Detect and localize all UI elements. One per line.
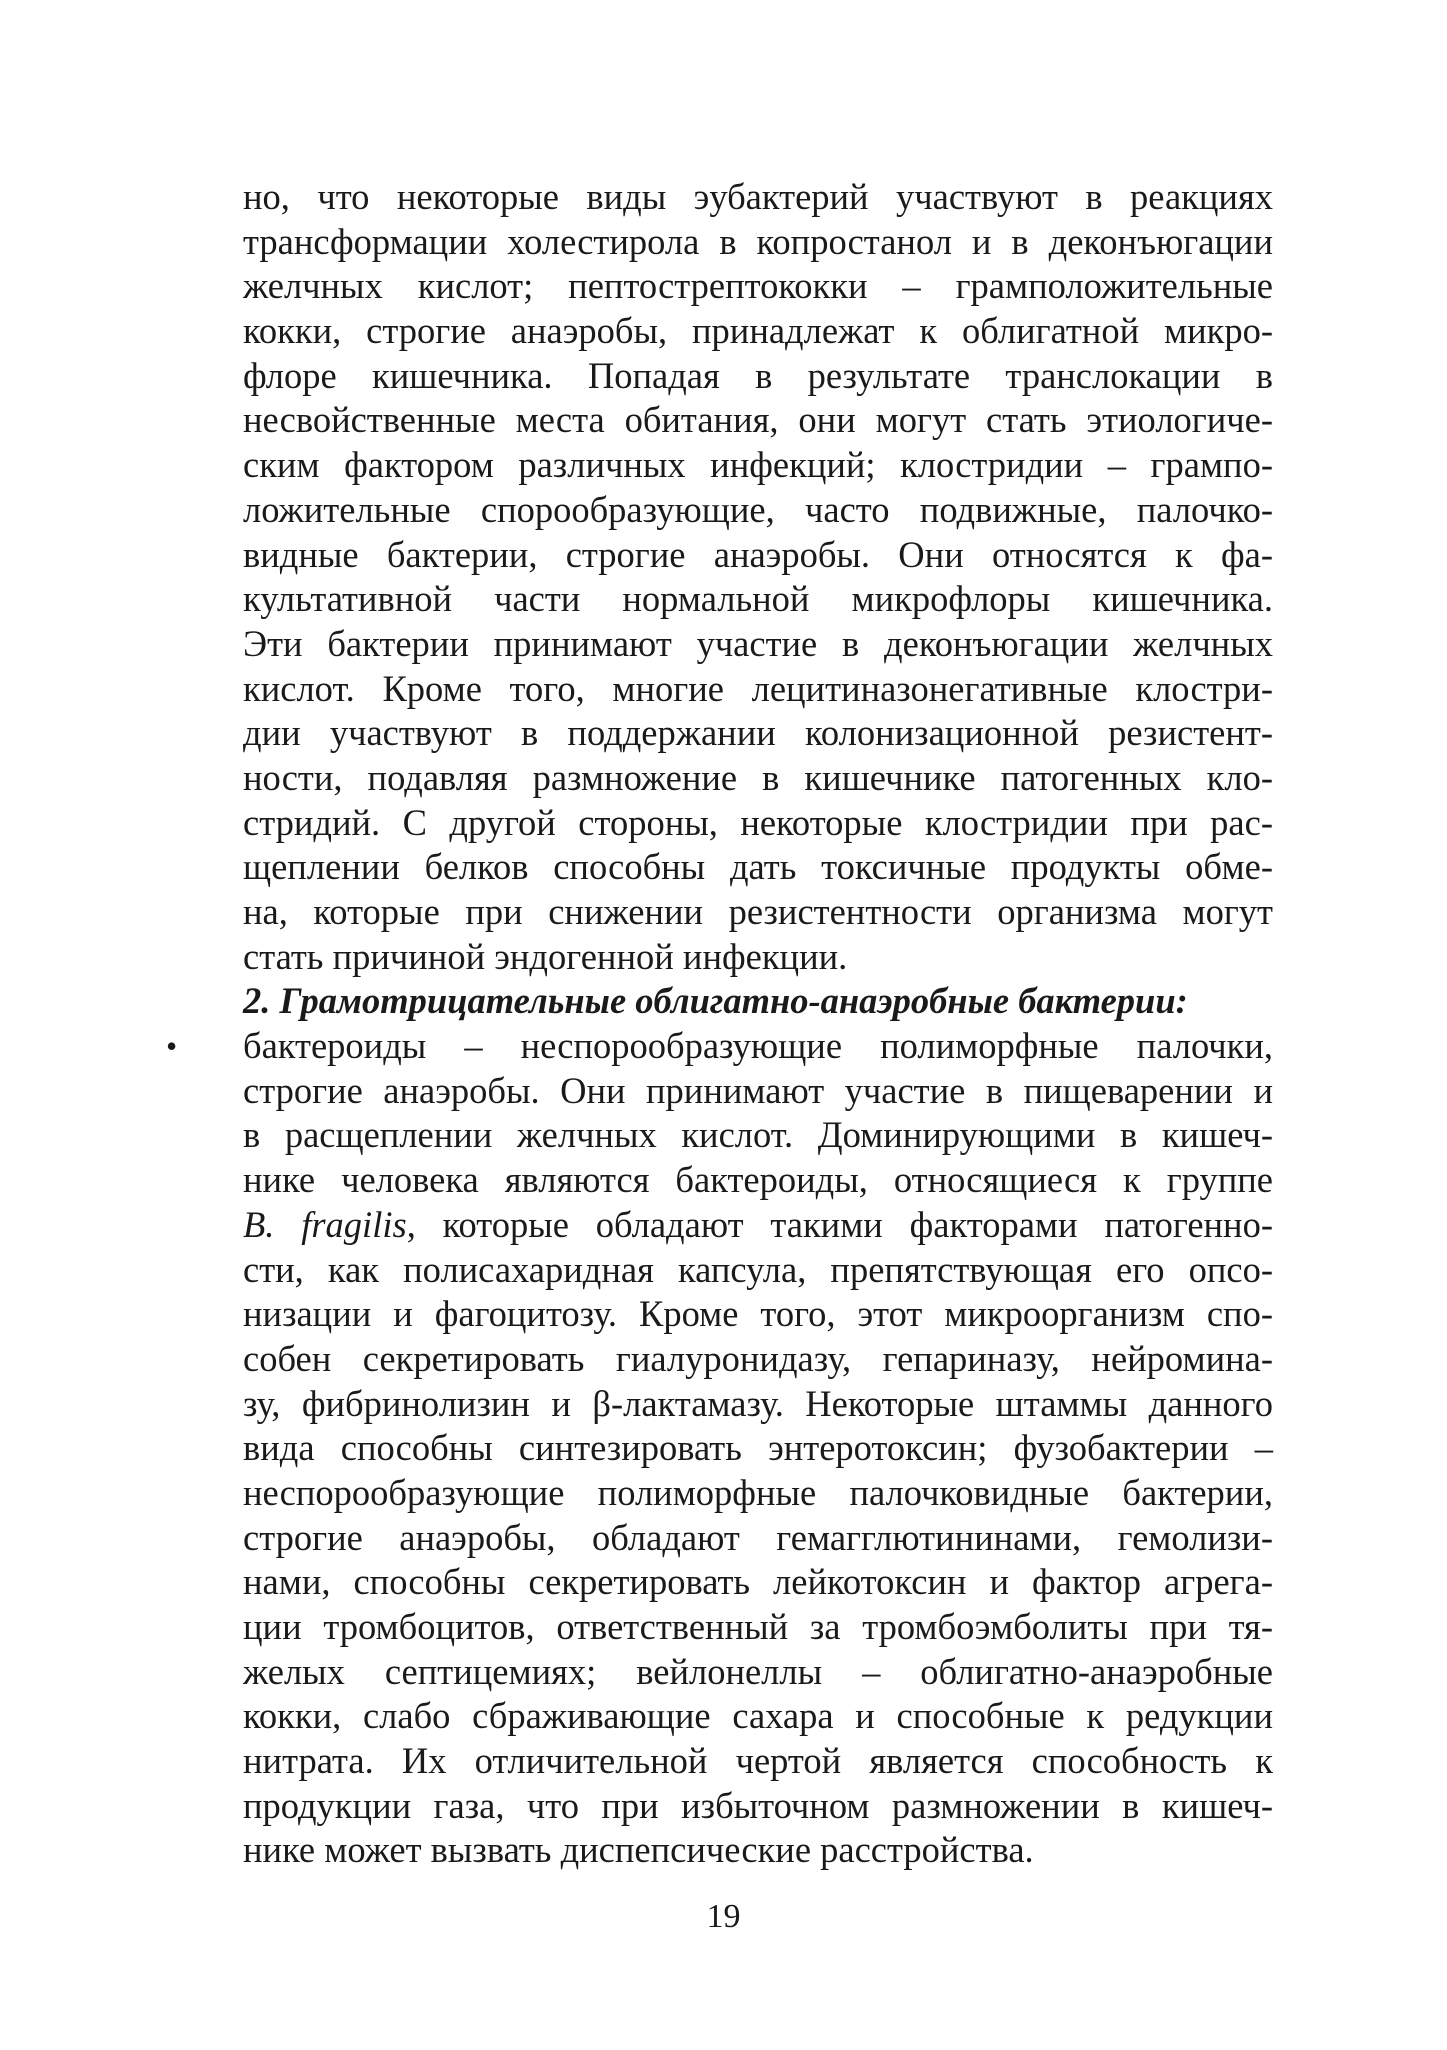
text-line: неспорообразующие полиморфные палочковидные бактерии,	[243, 1471, 1273, 1513]
text-line: нике человека являются бактероиды, относящиеся к группе	[243, 1159, 1273, 1201]
text-line: собен секретировать гиалуронидазу, гепариназу, нейромина-	[243, 1337, 1273, 1379]
text-line: кокки, слабо сбраживающие сахара и способные к редукции	[243, 1695, 1273, 1737]
body-text	[166, 175, 1273, 1873]
species-name: B. fragilis	[243, 1203, 407, 1245]
text-line: желчных кислот; пептострептококки – грамположительные	[243, 265, 1273, 307]
text-line: несвойственные места обитания, они могут стать этиологиче-	[243, 399, 1273, 441]
text-line: трансформации холестирола в копростанол и в деконъюгации	[243, 220, 1273, 262]
text-line: кислот. Кроме того, многие лецитиназонегативные клостри-	[243, 667, 1273, 709]
text-line: ции тромбоцитов, ответственный за тромбоэмболиты при тя-	[243, 1606, 1273, 1647]
text-line: нитрата. Их отличительной чертой является способность к	[243, 1740, 1273, 1782]
text-line: строгие анаэробы. Они принимают участие в пищеварении и	[243, 1069, 1273, 1111]
text-line: Эти бактерии принимают участие в деконъюгации желчных	[243, 622, 1273, 664]
text-line: щеплении белков способны дать токсичные продукты обме-	[243, 846, 1273, 888]
text-line: ложительные спорообразующие, часто подвижные, палочко-	[243, 488, 1273, 530]
text-line: нами, способны секретировать лейкотоксин и фактор агрега-	[243, 1561, 1273, 1603]
bullet-icon: •	[166, 1028, 178, 1065]
text-line: низации и фагоцитозу. Кроме того, этот микроорганизм спо-	[243, 1293, 1273, 1335]
text-line: продукции газа, что при избыточном размножении в кишеч-	[243, 1784, 1273, 1826]
text-line: желых септицемиях; вейлонеллы – облигатно-анаэробные	[243, 1650, 1273, 1692]
text-line: кокки, строгие анаэробы, принадлежат к облигатной микро-	[243, 310, 1273, 352]
text-line: вида способны синтезировать энтеротоксин; фузобактерии –	[243, 1427, 1273, 1469]
text-line: строгие анаэробы, обладают гемагглютининами, гемолизи-	[243, 1516, 1273, 1558]
text-line: в расщеплении желчных кислот. Доминирующими в кишеч-	[243, 1114, 1273, 1156]
text-line: нике может вызвать диспепсические расстройства.	[243, 1829, 1034, 1871]
text-line: зу, фибринолизин и β-лактамазу. Некоторые штаммы данного	[243, 1382, 1273, 1424]
text-line: сти, как полисахаридная капсула, препятствующая его опсо-	[243, 1248, 1273, 1290]
page-number: 19	[706, 1898, 741, 1935]
section-heading: 2. Грамотрицательные облигатно-анаэробные бактерии:	[243, 980, 1188, 1022]
text-segment: , которые обладают такими факторами патогенно-	[406, 1203, 1273, 1245]
text-line: стридий. С другой стороны, некоторые клостридии при рас-	[243, 801, 1273, 843]
text-line: флоре кишечника. Попадая в результате транслокации в	[243, 354, 1273, 396]
text-line: стать причиной эндогенной инфекции.	[243, 935, 848, 977]
text-line: дии участвуют в поддержании колонизационной резистент-	[243, 712, 1273, 754]
text-line: но, что некоторые виды эубактерий участвуют в реакциях	[243, 176, 1273, 217]
text-line: ским фактором различных инфекций; клостридии – грампо-	[243, 444, 1273, 486]
text-line-with-italic-term	[243, 1203, 1273, 1248]
text-line: культативной части нормальной микрофлоры кишечника.	[243, 578, 1273, 620]
text-segment: бактероиды – неспорообразующие полиморфные палочки,	[243, 1025, 1273, 1067]
text-line: ности, подавляя размножение в кишечнике патогенных кло-	[243, 756, 1273, 798]
bullet-item-first-line	[166, 1024, 1273, 1069]
text-line: видные бактерии, строгие анаэробы. Они относятся к фа-	[243, 533, 1273, 575]
text-line: на, которые при снижении резистентности организма могут	[243, 891, 1273, 932]
